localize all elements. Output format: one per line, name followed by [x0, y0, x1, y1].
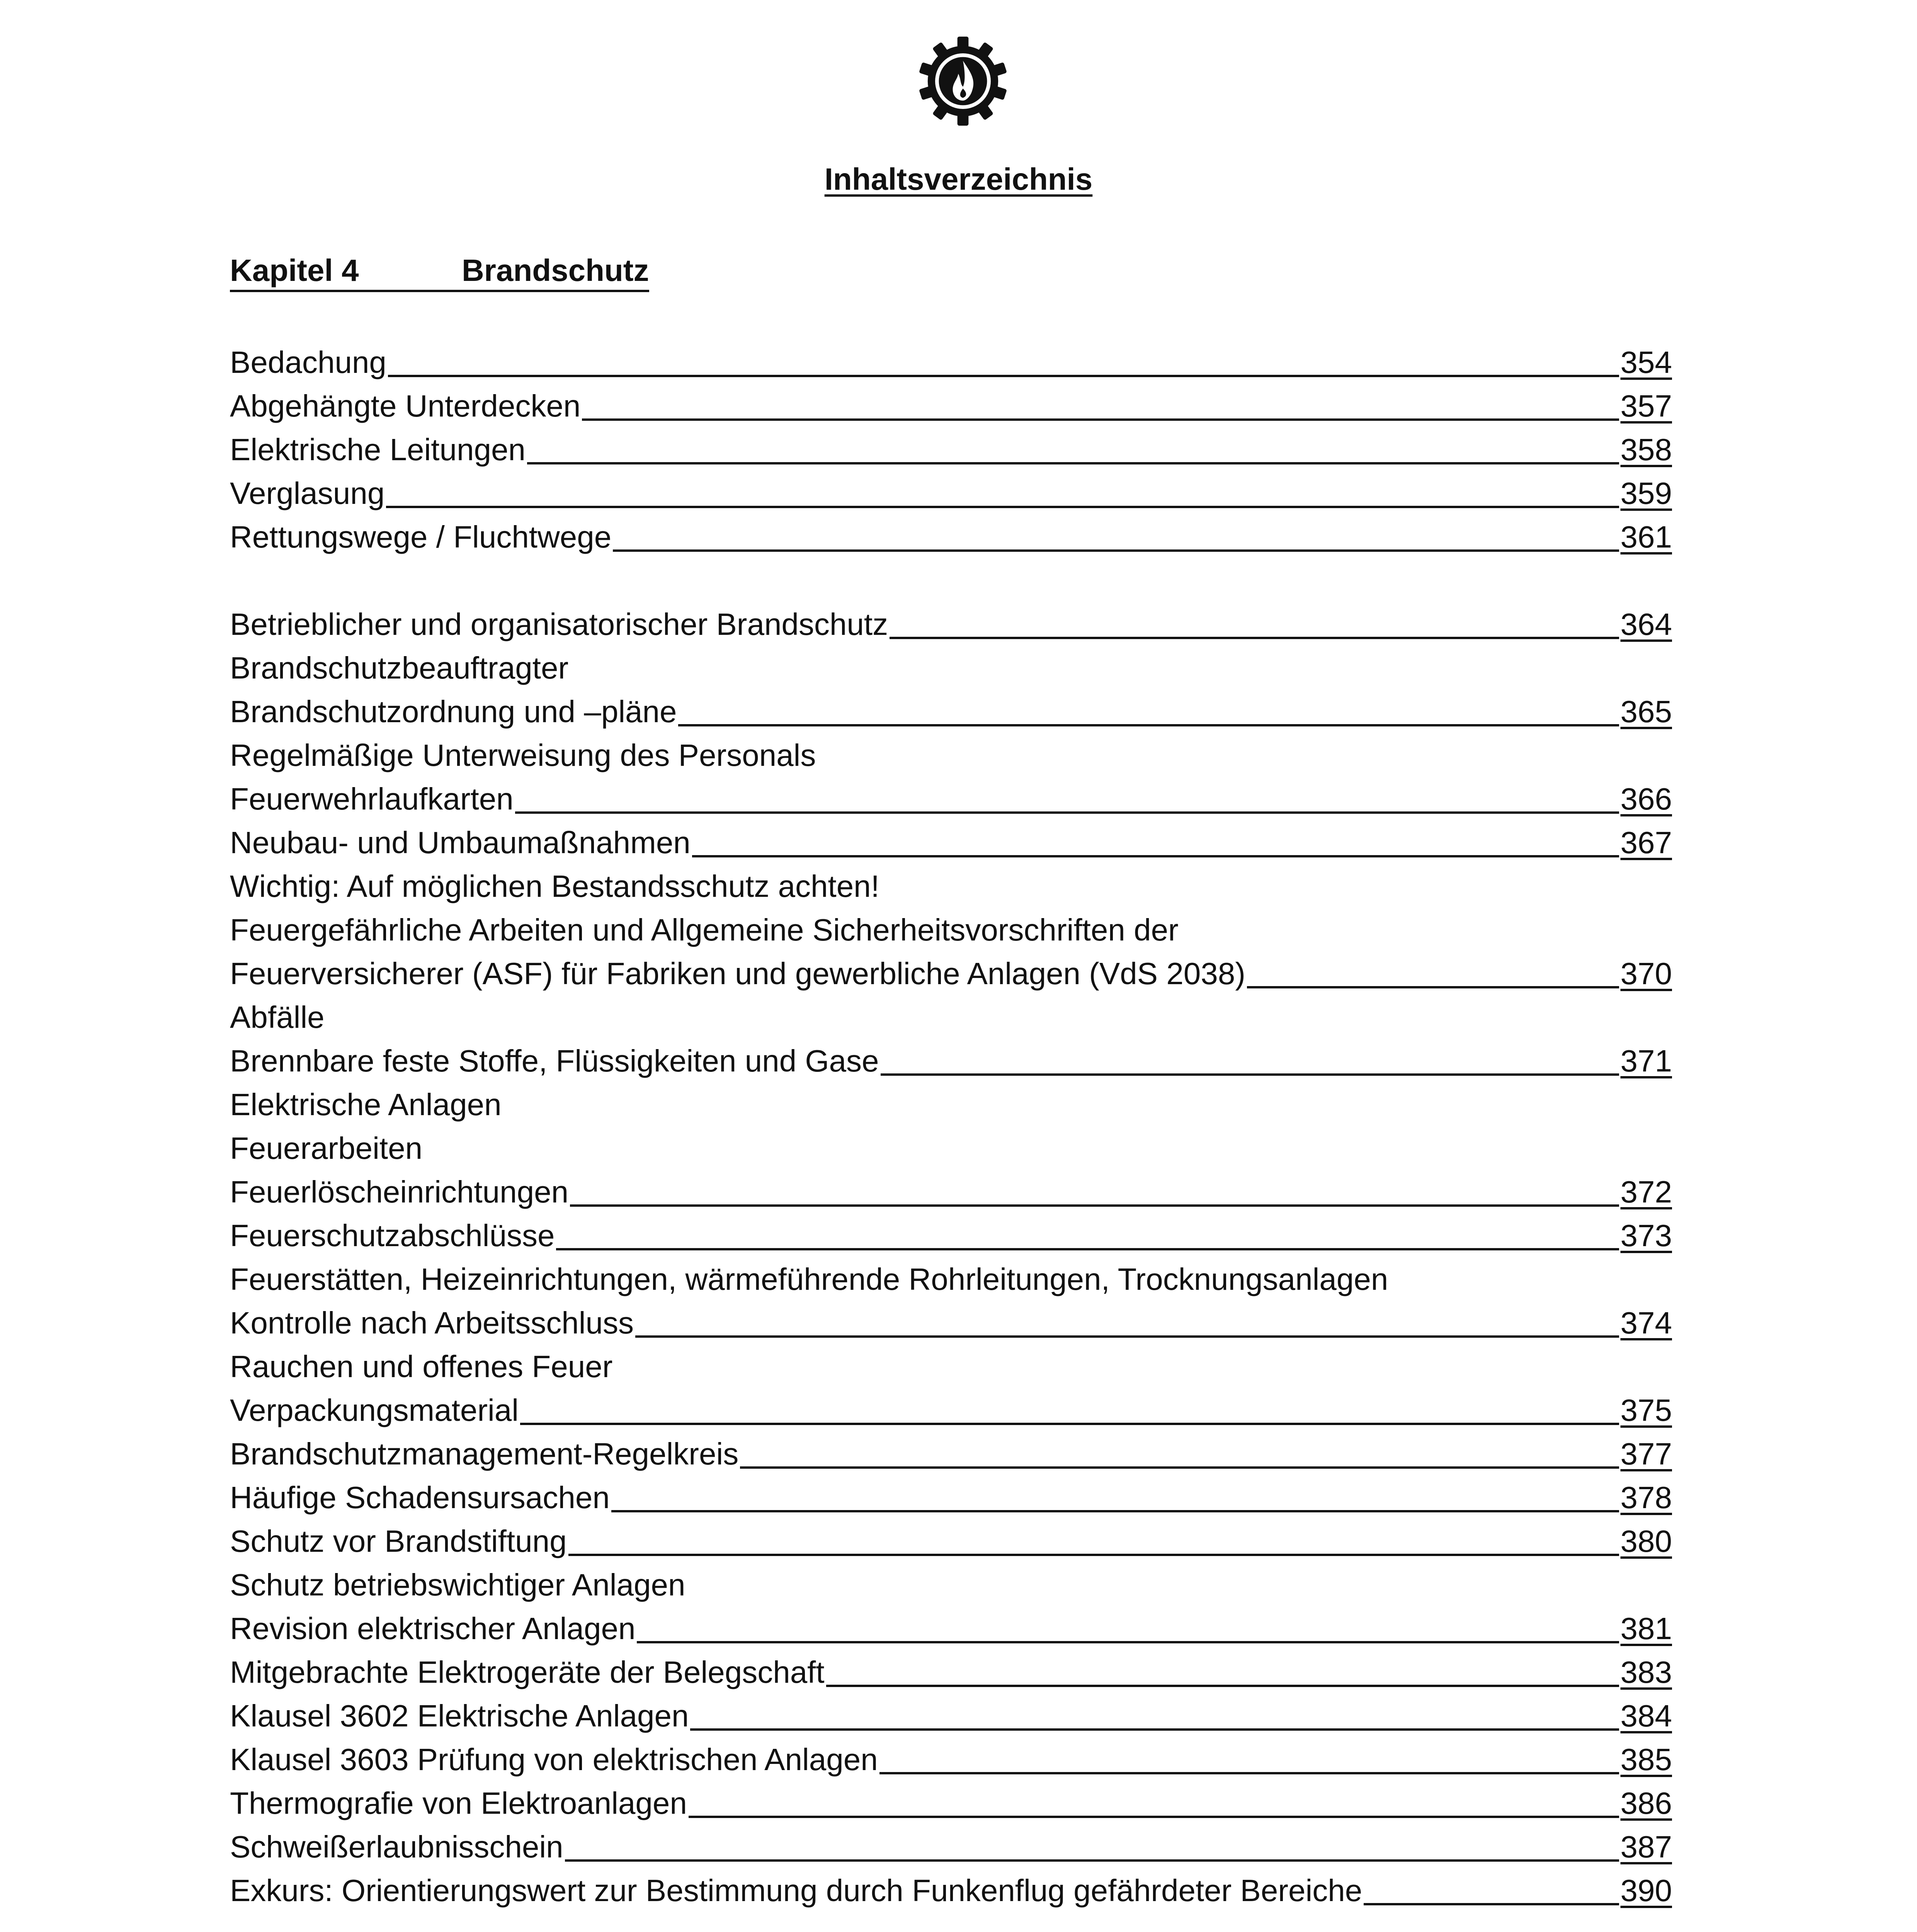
toc-entry-page: 357	[1620, 389, 1672, 423]
toc-entry-page: 380	[1620, 1524, 1672, 1558]
toc-entry[interactable]	[230, 425, 1672, 469]
toc-leader-line	[692, 855, 1619, 857]
toc-entry-page: 378	[1620, 1480, 1672, 1515]
toc-entry-page: 384	[1620, 1699, 1672, 1733]
toc-entry-page: 375	[1620, 1393, 1672, 1427]
toc-leader-line	[689, 1816, 1619, 1818]
toc-leader-line	[1247, 986, 1619, 988]
toc-entry-label: Exkurs: Orientierungswert zur Bestimmung durch Funkenflug gefährdeter Bereiche	[230, 1873, 1362, 1908]
toc-leader-line	[881, 1073, 1619, 1076]
toc-entry[interactable]	[230, 1299, 1672, 1342]
toc-entry-page: 359	[1620, 476, 1672, 510]
toc-entry-page: 387	[1620, 1830, 1672, 1864]
toc-entry[interactable]	[230, 1604, 1672, 1648]
toc-entry[interactable]	[230, 862, 1672, 906]
toc-entry-page: 372	[1620, 1175, 1672, 1209]
toc-entry[interactable]	[230, 1473, 1672, 1517]
toc-entry-label: Klausel 3602 Elektrische Anlagen	[230, 1699, 689, 1733]
toc-entry[interactable]	[230, 687, 1672, 731]
toc-leader-line	[556, 1248, 1619, 1250]
toc-entry[interactable]	[230, 1823, 1672, 1866]
toc-leader-line	[637, 1641, 1619, 1643]
toc-entry-label: Elektrische Anlagen	[230, 1087, 502, 1122]
toc-leader-line	[635, 1335, 1619, 1338]
toc-entry-page: 370	[1620, 956, 1672, 991]
toc-entry-label: Brandschutzmanagement-Regelkreis	[230, 1437, 739, 1471]
toc-entry[interactable]	[230, 1037, 1672, 1080]
toc-entry-label: Häufige Schadensursachen	[230, 1480, 610, 1515]
toc-entry-page: 364	[1620, 607, 1672, 641]
toc-leader-line	[568, 1554, 1619, 1556]
toc-entry[interactable]	[230, 1430, 1672, 1473]
toc-entry-label: Abgehängte Unterdecken	[230, 389, 581, 423]
toc-entry-page: 361	[1620, 520, 1672, 554]
toc-leader-line	[611, 1510, 1619, 1512]
toc-entry-label: Regelmäßige Unterweisung des Personals	[230, 738, 816, 772]
toc-entry[interactable]	[230, 1735, 1672, 1779]
toc-entry[interactable]	[230, 993, 1672, 1037]
toc-entry-page: 366	[1620, 782, 1672, 816]
toc-entry[interactable]	[230, 1561, 1672, 1604]
toc-entry[interactable]	[230, 906, 1672, 949]
toc-entry[interactable]	[230, 1648, 1672, 1692]
toc-leader-line	[890, 637, 1619, 639]
chapter-name: Brandschutz	[462, 253, 649, 287]
toc-leader-line	[678, 724, 1619, 726]
toc-leader-line	[690, 1728, 1619, 1731]
toc-entry-page: 390	[1620, 1873, 1672, 1908]
toc-entry[interactable]	[230, 1211, 1672, 1255]
toc-entry-label: Feuerschutzabschlüsse	[230, 1218, 555, 1253]
toc-leader-line	[613, 549, 1619, 552]
toc-entry-label: Neubau- und Umbaumaßnahmen	[230, 825, 691, 860]
chapter-number: Kapitel 4	[230, 253, 359, 287]
toc-leader-line	[879, 1772, 1619, 1774]
toc-entry-label: Mitgebrachte Elektrogeräte der Belegschaft	[230, 1655, 825, 1689]
toc-entry[interactable]	[230, 600, 1672, 644]
toc-leader-line	[527, 462, 1619, 464]
toc-entry[interactable]	[230, 1386, 1672, 1430]
toc-entry[interactable]	[230, 1255, 1672, 1299]
toc-entry[interactable]	[230, 469, 1672, 513]
toc-entry[interactable]	[230, 1779, 1672, 1823]
toc-entry[interactable]	[230, 1124, 1672, 1168]
toc-entry[interactable]	[230, 775, 1672, 818]
toc-entry[interactable]	[230, 949, 1672, 993]
toc-entry[interactable]	[230, 382, 1672, 425]
toc-leader-line	[740, 1466, 1619, 1469]
toc-entry[interactable]	[230, 338, 1672, 382]
toc-entry-page: 358	[1620, 432, 1672, 467]
toc-entry-label: Wichtig: Auf möglichen Bestandsschutz achten!	[230, 869, 879, 903]
toc-entry-label: Elektrische Leitungen	[230, 432, 526, 467]
toc-entry-label: Feuergefährliche Arbeiten und Allgemeine Sicherheitsvorschriften der	[230, 913, 1179, 947]
chapter-heading	[230, 251, 649, 292]
toc-leader-line	[826, 1685, 1619, 1687]
toc-entry-page: 373	[1620, 1218, 1672, 1253]
toc-entry[interactable]	[230, 1517, 1672, 1561]
toc-leader-line	[386, 506, 1619, 508]
toc-entry-label: Feuerarbeiten	[230, 1131, 423, 1165]
toc-entry-page: 367	[1620, 825, 1672, 860]
toc-entry-label: Thermografie von Elektroanlagen	[230, 1786, 687, 1820]
toc-leader-line	[515, 811, 1619, 814]
toc-entry[interactable]	[230, 1168, 1672, 1211]
toc-entry-page: 377	[1620, 1437, 1672, 1471]
toc-entry-label: Feuerstätten, Heizeinrichtungen, wärmeführende Rohrleitungen, Trocknungsanlagen	[230, 1262, 1388, 1296]
table-of-contents	[230, 338, 1672, 1910]
toc-entry-label: Verpackungsmaterial	[230, 1393, 519, 1427]
page-title: Inhaltsverzeichnis	[824, 162, 1093, 196]
toc-entry-page: 365	[1620, 694, 1672, 729]
toc-entry-label: Kontrolle nach Arbeitsschluss	[230, 1306, 634, 1340]
toc-entry[interactable]	[230, 1692, 1672, 1735]
toc-entry[interactable]	[230, 644, 1672, 687]
toc-leader-line	[565, 1859, 1619, 1862]
toc-entry-label: Feuerlöscheinrichtungen	[230, 1175, 569, 1209]
toc-entry[interactable]	[230, 1866, 1672, 1910]
toc-entry[interactable]	[230, 1080, 1672, 1124]
toc-entry-page: 371	[1620, 1044, 1672, 1078]
toc-entry-label: Rettungswege / Fluchtwege	[230, 520, 612, 554]
toc-entry-label: Verglasung	[230, 476, 385, 510]
toc-entry-label: Betrieblicher und organisatorischer Brandschutz	[230, 607, 888, 641]
toc-entry[interactable]	[230, 1342, 1672, 1386]
toc-entry-label: Brandschutzbeauftragter	[230, 651, 569, 685]
toc-entry-page: 354	[1620, 345, 1672, 379]
toc-entry-label: Schweißerlaubnisschein	[230, 1830, 563, 1864]
toc-entry-label: Feuerwehrlaufkarten	[230, 782, 514, 816]
toc-entry-page: 386	[1620, 1786, 1672, 1820]
toc-entry-label: Bedachung	[230, 345, 386, 379]
toc-leader-line	[388, 375, 1619, 377]
toc-leader-line	[520, 1423, 1619, 1425]
toc-entry-page: 383	[1620, 1655, 1672, 1689]
toc-entry-label: Feuerversicherer (ASF) für Fabriken und gewerbliche Anlagen (VdS 2038)	[230, 956, 1245, 991]
gear-flame-icon	[917, 35, 1009, 128]
toc-entry[interactable]	[230, 513, 1672, 556]
toc-entry-label: Schutz vor Brandstiftung	[230, 1524, 567, 1558]
toc-leader-line	[1364, 1903, 1619, 1905]
toc-entry-label: Brennbare feste Stoffe, Flüssigkeiten und Gase	[230, 1044, 879, 1078]
toc-entry[interactable]	[230, 818, 1672, 862]
toc-entry-label: Schutz betriebswichtiger Anlagen	[230, 1568, 685, 1602]
toc-entry-page: 381	[1620, 1611, 1672, 1646]
toc-entry-label: Brandschutzordnung und –pläne	[230, 694, 677, 729]
toc-leader-line	[582, 418, 1619, 421]
toc-leader-line	[570, 1204, 1619, 1207]
toc-entry-label: Revision elektrischer Anlagen	[230, 1611, 636, 1646]
toc-spacer	[230, 556, 1672, 600]
toc-entry-label: Rauchen und offenes Feuer	[230, 1349, 613, 1384]
toc-entry[interactable]	[230, 731, 1672, 775]
toc-entry-page: 385	[1620, 1742, 1672, 1777]
toc-entry-label: Abfälle	[230, 1000, 325, 1034]
toc-entry-label: Klausel 3603 Prüfung von elektrischen Anlagen	[230, 1742, 878, 1777]
toc-entry-page: 374	[1620, 1306, 1672, 1340]
